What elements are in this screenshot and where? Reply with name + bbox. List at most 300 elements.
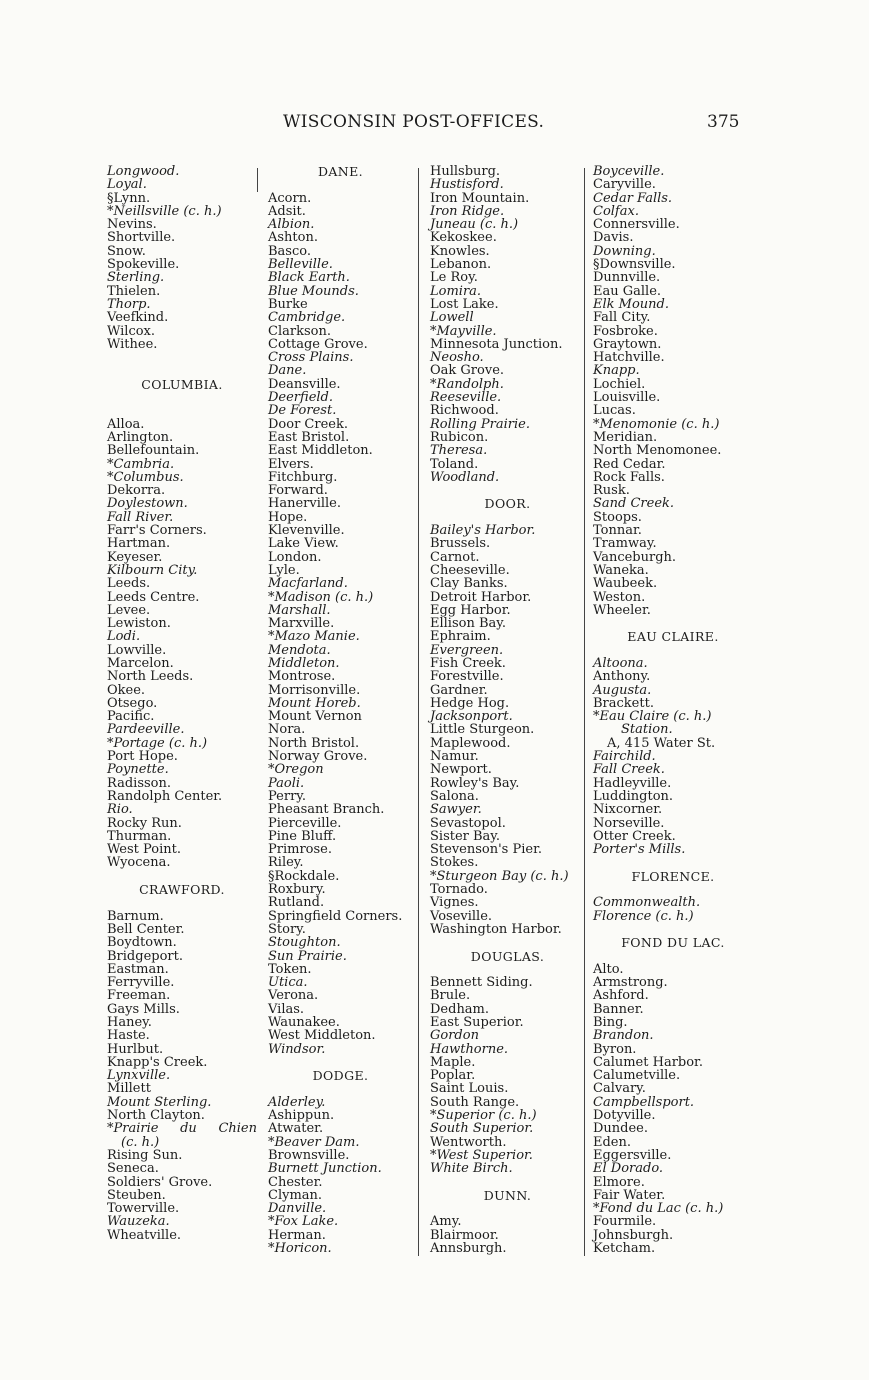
post-office-entry: Pacific. — [107, 709, 155, 725]
post-office-entry: Rolling Prairie. — [430, 416, 530, 432]
post-office-entry: Norway Grove. — [268, 749, 368, 765]
post-office-entry: Knapp. — [593, 363, 640, 379]
post-office-entry: Snow. — [107, 243, 146, 259]
post-office-entry: Vilas. — [268, 1001, 305, 1017]
post-office-entry: Weston. — [593, 589, 646, 605]
post-office-entry: Ashton. — [268, 230, 318, 246]
post-office-entry: Pierceville. — [268, 815, 342, 831]
post-office-entry: Rocky Run. — [107, 815, 182, 831]
post-office-entry: Randolph Center. — [107, 788, 223, 804]
post-office-entry: Rising Sun. — [107, 1147, 183, 1163]
spacer — [593, 923, 753, 936]
post-office-entry: Salona. — [430, 788, 479, 804]
post-office-entry: Voseville. — [430, 908, 493, 924]
post-office-entry: Sevastopol. — [430, 815, 506, 831]
post-office-entry: White Birch. — [430, 1161, 513, 1177]
column-1 — [107, 165, 257, 1242]
post-office-entry: Klevenville. — [268, 523, 345, 539]
post-office-entry: *Beaver Dam. — [268, 1134, 360, 1150]
spacer — [107, 351, 257, 364]
post-office-entry: Story. — [268, 921, 306, 937]
post-office-entry: Alto. — [593, 961, 624, 977]
post-office-entry: Riley. — [268, 855, 304, 871]
post-office-entry: Forestville. — [430, 669, 504, 685]
post-office-entry: Dunnville. — [593, 270, 661, 286]
post-office-entry: Montrose. — [268, 669, 336, 685]
post-office-entry: Banner. — [593, 1001, 644, 1017]
post-office-entry: Lewiston. — [107, 616, 171, 632]
post-office-entry: Fosbroke. — [593, 323, 658, 339]
post-office-entry: Fish Creek. — [430, 655, 506, 671]
column-rule — [418, 168, 419, 1256]
post-office-entry: El Dorado. — [593, 1161, 664, 1177]
post-office-entry: Marshall. — [268, 602, 331, 618]
post-office-entry: Windsor. — [268, 1041, 326, 1057]
post-office-entry: *Randolph. — [430, 376, 504, 392]
post-office-entry: *Columbus. — [107, 469, 184, 485]
post-office-entry: Fitchburg. — [268, 469, 338, 485]
post-office-entry: Ephraim. — [430, 629, 491, 645]
post-office-entry: Jacksonport. — [430, 709, 513, 725]
post-office-entry: Hanerville. — [268, 496, 342, 512]
post-office-entry: Alloa. — [107, 416, 145, 432]
post-office-entry: Ashford. — [593, 988, 649, 1004]
county-heading: DODGE. — [312, 1068, 369, 1084]
post-office-entry: *Oregon — [268, 762, 324, 778]
post-office-entry: Dotyville. — [593, 1108, 656, 1124]
post-office-entry: Radisson. — [107, 775, 171, 791]
post-office-entry: South Range. — [430, 1094, 520, 1110]
post-office-entry: East Bristol. — [268, 429, 350, 445]
post-office-entry: Kilbourn City. — [107, 562, 198, 578]
post-office-entry: Cottage Grove. — [268, 336, 368, 352]
post-office-entry: Carnot. — [430, 549, 480, 565]
post-office-entry: Hurlbut. — [107, 1041, 164, 1057]
post-office-entry: Doylestown. — [107, 496, 188, 512]
post-office-entry: Middleton. — [268, 655, 340, 671]
county-heading: DOUGLAS. — [470, 948, 545, 964]
post-office-entry: Haste. — [107, 1028, 150, 1044]
post-office-entry: Cheeseville. — [430, 562, 510, 578]
post-office-entry: Connersville. — [593, 217, 680, 233]
post-office-entry: Meridian. — [593, 429, 658, 445]
post-office-entry: Juneau (c. h.) — [430, 217, 519, 233]
post-office-entry: Waneka. — [593, 562, 649, 578]
post-office-entry: Gays Mills. — [107, 1001, 180, 1017]
post-office-entry: Dedham. — [430, 1001, 490, 1017]
post-office-entry: Perry. — [268, 788, 307, 804]
post-office-entry: Little Sturgeon. — [430, 722, 535, 738]
post-office-entry: Calumet Harbor. — [593, 1054, 703, 1070]
post-office-entry: Pheasant Branch. — [268, 802, 385, 818]
post-office-entry: Maplewood. — [430, 735, 511, 751]
post-office-entry: Egg Harbor. — [430, 602, 511, 618]
post-office-entry: Hullsburg. — [430, 164, 501, 179]
post-office-entry: *Madison (c. h.) — [268, 589, 374, 605]
post-office-entry: Clarkson. — [268, 323, 331, 339]
post-office-entry: Eastman. — [107, 961, 169, 977]
post-office-entry: *Fond du Lac (c. h.) — [593, 1201, 724, 1217]
post-office-entry: Marxville. — [268, 616, 335, 632]
post-office-entry: Freeman. — [107, 988, 171, 1004]
post-office-entry: Eggersville. — [593, 1147, 672, 1163]
post-office-entry: Amy. — [430, 1214, 462, 1230]
post-office-entry: Pine Bluff. — [268, 828, 337, 844]
post-office-entry: Bailey's Harbor. — [430, 523, 536, 539]
spacer — [107, 870, 257, 883]
post-office-entry: Wheatville. — [107, 1227, 182, 1243]
spacer — [268, 1056, 413, 1069]
post-office-entry: Augusta. — [593, 682, 652, 698]
post-office-entry: Black Earth. — [268, 270, 350, 286]
post-office-entry: Roxbury. — [268, 882, 326, 898]
post-office-entry: Lodi. — [107, 629, 141, 645]
post-office-entry: Bennett Siding. — [430, 975, 533, 991]
post-office-entry: Wheeler. — [593, 602, 651, 618]
spacer — [430, 1202, 585, 1215]
spacer — [268, 178, 413, 191]
spacer — [593, 950, 753, 963]
post-office-entry: Lowell — [430, 310, 474, 326]
county-heading: DOOR. — [484, 496, 531, 512]
post-office-entry: Haney. — [107, 1015, 152, 1030]
post-office-entry: Longwood. — [107, 164, 180, 179]
post-office-entry: Porter's Mills. — [593, 842, 686, 858]
post-office-entry: Port Hope. — [107, 749, 178, 765]
post-office-entry: Neosho. — [430, 350, 484, 366]
post-office-entry: Cross Plains. — [268, 350, 354, 366]
post-office-entry: Paoli. — [268, 775, 305, 791]
post-office-entry: Brownsville. — [268, 1147, 350, 1163]
post-office-entry: Leeds. — [107, 576, 151, 592]
post-office-entry: Otter Creek. — [593, 828, 676, 844]
post-office-entry: Ashippun. — [268, 1108, 335, 1124]
post-office-entry: Adsit. — [268, 203, 306, 219]
column-4 — [593, 165, 753, 1255]
post-office-entry: Sawyer. — [430, 802, 482, 818]
post-office-entry: Wentworth. — [430, 1134, 507, 1150]
post-office-entry: Dundee. — [593, 1121, 649, 1137]
post-office-entry: Lake View. — [268, 536, 339, 552]
post-office-entry: Reeseville. — [430, 390, 502, 406]
post-office-entry: A, 415 Water St. — [607, 735, 716, 751]
post-office-entry: West Point. — [107, 842, 181, 858]
post-office-entry: Hawthorne. — [430, 1041, 509, 1057]
post-office-entry: Sand Creek. — [593, 496, 675, 512]
post-office-entry: Armstrong. — [593, 975, 668, 991]
post-office-entry: South Superior. — [430, 1121, 534, 1137]
post-office-entry: Keyeser. — [107, 549, 163, 565]
spacer — [107, 364, 257, 377]
post-office-entry: Brackett. — [593, 695, 654, 711]
post-office-entry: Iron Ridge. — [430, 203, 505, 219]
post-office-entry: Caryville. — [593, 177, 656, 193]
county-heading: FLORENCE. — [631, 868, 715, 884]
post-office-entry: Bellefountain. — [107, 443, 200, 459]
post-office-entry: Ferryville. — [107, 975, 175, 991]
post-office-entry: Colfax. — [593, 203, 639, 219]
spacer — [107, 896, 257, 909]
spacer — [430, 963, 585, 976]
post-office-entry: Alderley. — [268, 1094, 326, 1110]
page-number: 375 — [707, 112, 740, 132]
post-office-entry: Gardner. — [430, 682, 488, 698]
post-office-entry: Otsego. — [107, 695, 158, 711]
column-2 — [268, 165, 413, 1255]
post-office-entry: Commonwealth. — [593, 895, 701, 911]
post-office-entry: Woodland. — [430, 469, 500, 485]
post-office-entry: Red Cedar. — [593, 456, 666, 472]
post-office-entry: Belleville. — [268, 257, 333, 273]
spacer — [593, 617, 753, 630]
column-rule — [257, 168, 258, 192]
post-office-entry: Mount Sterling. — [107, 1094, 212, 1110]
post-office-entry: Nora. — [268, 722, 306, 738]
post-office-entry: Tornado. — [430, 882, 488, 898]
post-office-entry: Rutland. — [268, 895, 325, 911]
post-office-entry: Bell Center. — [107, 921, 185, 937]
post-office-entry: Altoona. — [593, 655, 648, 671]
post-office-entry: Deerfield. — [268, 390, 333, 406]
post-office-entry: Veefkind. — [107, 310, 169, 326]
post-office-entry: Tramway. — [593, 536, 657, 552]
post-office-entry: §Lynn. — [107, 190, 151, 206]
post-office-entry: Brule. — [430, 988, 471, 1004]
post-office-entry: Stoughton. — [268, 935, 341, 951]
post-office-entry: Rusk. — [593, 483, 630, 499]
post-office-entry: Seneca. — [107, 1161, 159, 1177]
post-office-entry: Pardeeville. — [107, 722, 185, 738]
post-office-entry: Oak Grove. — [430, 363, 505, 379]
post-office-entry: Minnesota Junction. — [430, 336, 563, 352]
post-office-entry: Arlington. — [107, 429, 174, 445]
post-office-entry: Calvary. — [593, 1081, 646, 1097]
spacer — [430, 1176, 585, 1189]
post-office-entry: Stevenson's Pier. — [430, 842, 542, 858]
post-office-entry: Thorp. — [107, 296, 151, 312]
post-office-entry: Lyle. — [268, 562, 300, 578]
post-office-entry: Rubicon. — [430, 429, 489, 445]
post-office-entry: East Superior. — [430, 1015, 524, 1030]
post-office-entry: Steuben. — [107, 1187, 166, 1203]
post-office-entry: Millett — [107, 1081, 151, 1097]
post-office-entry: Washington Harbor. — [430, 921, 562, 937]
post-office-entry: Atwater. — [268, 1121, 324, 1137]
post-office-entry: Elvers. — [268, 456, 314, 472]
post-office-entry: Hedge Hog. — [430, 695, 510, 711]
post-office-entry: Hadleyville. — [593, 775, 672, 791]
post-office-entry: Acorn. — [268, 190, 312, 206]
post-office-entry: Macfarland. — [268, 576, 348, 592]
post-office-entry: Deansville. — [268, 376, 341, 392]
post-office-entry: Primrose. — [268, 842, 332, 858]
page-title: WISCONSIN POST-OFFICES. — [283, 112, 545, 132]
post-office-entry: Barnum. — [107, 908, 164, 924]
post-office-entry: *Sturgeon Bay (c. h.) — [430, 868, 569, 884]
post-office-entry: Lynxville. — [107, 1068, 171, 1084]
post-office-entry: Soldiers' Grove. — [107, 1174, 213, 1190]
post-office-entry: Saint Louis. — [430, 1081, 509, 1097]
spacer — [430, 936, 585, 949]
post-office-entry: Station. — [621, 722, 673, 738]
post-office-entry: Nevins. — [107, 217, 157, 233]
post-office-entry: *West Superior. — [430, 1147, 533, 1163]
post-office-entry: Boyceville. — [593, 164, 665, 179]
county-heading: DANE. — [317, 164, 364, 179]
post-office-entry: Clyman. — [268, 1187, 323, 1203]
post-office-entry: *Prairie du Chien — [107, 1121, 257, 1137]
post-office-entry: Wauzeka. — [107, 1214, 170, 1230]
post-office-entry: Brussels. — [430, 536, 491, 552]
post-office-entry: Knowles. — [430, 243, 490, 259]
post-office-entry: Stoops. — [593, 509, 642, 525]
post-office-entry: Bing. — [593, 1015, 628, 1030]
post-office-entry: Towerville. — [107, 1201, 180, 1217]
post-office-entry: Brandon. — [593, 1028, 654, 1044]
post-office-entry: Utica. — [268, 975, 308, 991]
post-office-entry: Florence (c. h.) — [593, 908, 694, 924]
post-office-entry: Byron. — [593, 1041, 637, 1057]
post-office-entry: *Horicon. — [268, 1241, 332, 1257]
county-heading: DUNN. — [483, 1187, 532, 1203]
post-office-entry: Mount Vernon — [268, 709, 362, 725]
post-office-entry: Levee. — [107, 602, 151, 618]
post-office-entry: *Cambria. — [107, 456, 175, 472]
post-office-entry: Spokeville. — [107, 257, 180, 273]
spacer — [593, 856, 753, 869]
post-office-entry: Nixcorner. — [593, 802, 663, 818]
post-office-entry: Wilcox. — [107, 323, 156, 339]
post-office-entry: Elmore. — [593, 1174, 645, 1190]
post-office-entry: North Clayton. — [107, 1108, 205, 1124]
county-heading: FOND DU LAC. — [621, 935, 725, 951]
post-office-entry: Graytown. — [593, 336, 662, 352]
post-office-entry: Wyocena. — [107, 855, 171, 871]
post-office-entry: Withee. — [107, 336, 158, 352]
post-office-entry: Waubeek. — [593, 576, 658, 592]
post-office-entry: Door Creek. — [268, 416, 348, 432]
post-office-entry: *Fox Lake. — [268, 1214, 339, 1230]
post-office-entry: *Mazo Manie. — [268, 629, 360, 645]
post-office-entry: Mount Horeb. — [268, 695, 361, 711]
post-office-entry: Hustisford. — [430, 177, 504, 193]
post-office-entry: Chester. — [268, 1174, 323, 1190]
post-office-entry: Poplar. — [430, 1068, 476, 1084]
post-office-entry: Stokes. — [430, 855, 479, 871]
post-office-entry: Vignes. — [430, 895, 479, 911]
post-office-entry: *Menomonie (c. h.) — [593, 416, 720, 432]
county-heading: COLUMBIA. — [141, 376, 223, 392]
post-office-entry: Blairmoor. — [430, 1227, 499, 1243]
post-office-entry: Lucas. — [593, 403, 636, 419]
post-office-entry: Blue Mounds. — [268, 283, 359, 299]
post-office-entry: Theresa. — [430, 443, 488, 459]
spacer — [593, 644, 753, 657]
post-office-entry: Waunakee. — [268, 1015, 340, 1030]
post-office-entry: Hatchville. — [593, 350, 665, 366]
post-office-entry: §Downsville. — [593, 257, 676, 273]
post-office-entry: Burnett Junction. — [268, 1161, 382, 1177]
post-office-entry: Norseville. — [593, 815, 665, 831]
post-office-entry: *Superior (c. h.) — [430, 1108, 537, 1124]
spacer — [107, 391, 257, 404]
post-office-entry: Knapp's Creek. — [107, 1054, 208, 1070]
post-office-entry: (c. h.) — [121, 1134, 160, 1150]
post-office-entry: Forward. — [268, 483, 328, 499]
post-office-entry: West Middleton. — [268, 1028, 376, 1044]
post-office-entry: North Leeds. — [107, 669, 194, 685]
post-office-entry: Le Roy. — [430, 270, 478, 286]
post-office-entry: Hope. — [268, 509, 308, 525]
county-heading: EAU CLAIRE. — [627, 629, 719, 645]
post-office-entry: Mendota. — [268, 642, 331, 658]
post-office-entry: Cambridge. — [268, 310, 346, 326]
post-office-entry: Clay Banks. — [430, 576, 508, 592]
post-office-entry: Fair Water. — [593, 1187, 666, 1203]
county-heading: CRAWFORD. — [139, 882, 225, 898]
post-office-entry: East Middleton. — [268, 443, 373, 459]
post-office-entry: Louisville. — [593, 390, 661, 406]
post-office-entry: Okee. — [107, 682, 146, 698]
post-office-entry: Calumetville. — [593, 1068, 681, 1084]
post-office-entry: Sun Prairie. — [268, 948, 347, 964]
post-office-entry: Leeds Centre. — [107, 589, 200, 605]
post-office-entry: Luddington. — [593, 788, 674, 804]
post-office-entry: Bridgeport. — [107, 948, 183, 964]
post-office-entry: Campbellsport. — [593, 1094, 695, 1110]
post-office-entry: Lebanon. — [430, 257, 492, 273]
spacer — [593, 883, 753, 896]
post-office-entry: Farr's Corners. — [107, 523, 207, 539]
post-office-entry: North Bristol. — [268, 735, 360, 751]
post-office-entry: *Mayville. — [430, 323, 497, 339]
post-office-entry: Elk Mound. — [593, 296, 669, 312]
post-office-entry: Fairchild. — [593, 749, 656, 765]
post-office-entry: Morrisonville. — [268, 682, 361, 698]
post-office-entry: Rock Falls. — [593, 469, 665, 485]
spacer — [268, 1082, 413, 1095]
post-office-entry: *Portage (c. h.) — [107, 735, 208, 751]
post-office-entry: Danville. — [268, 1201, 327, 1217]
post-office-entry: Token. — [268, 961, 312, 977]
post-office-entry: Fall River. — [107, 509, 174, 525]
spacer — [430, 484, 585, 497]
post-office-entry: Richwood. — [430, 403, 499, 419]
post-office-entry: Davis. — [593, 230, 634, 246]
post-office-entry: De Forest. — [268, 403, 337, 419]
post-office-entry: Maple. — [430, 1054, 476, 1070]
post-office-entry: Fall City. — [593, 310, 651, 326]
post-office-entry: Lost Lake. — [430, 296, 499, 312]
post-office-entry: Verona. — [268, 988, 319, 1004]
post-office-entry: Rio. — [107, 802, 133, 818]
post-office-entry: Ketcham. — [593, 1241, 656, 1257]
post-office-entry: Eau Galle. — [593, 283, 662, 299]
post-office-entry: Poynette. — [107, 762, 169, 778]
post-office-entry: Loyal. — [107, 177, 147, 193]
post-office-entry: Fourmile. — [593, 1214, 657, 1230]
post-office-entry: Kekoskee. — [430, 230, 497, 246]
post-office-entry: Dekorra. — [107, 483, 166, 499]
post-office-entry: Gordon — [430, 1028, 479, 1044]
post-office-entry: Annsburgh. — [430, 1241, 507, 1257]
post-office-entry: §Rockdale. — [268, 868, 340, 884]
post-office-entry: Thielen. — [107, 283, 161, 299]
post-office-entry: Namur. — [430, 749, 479, 765]
post-office-entry: Anthony. — [593, 669, 651, 685]
post-office-entry: Thurman. — [107, 828, 172, 844]
post-office-entry: Lowville. — [107, 642, 167, 658]
